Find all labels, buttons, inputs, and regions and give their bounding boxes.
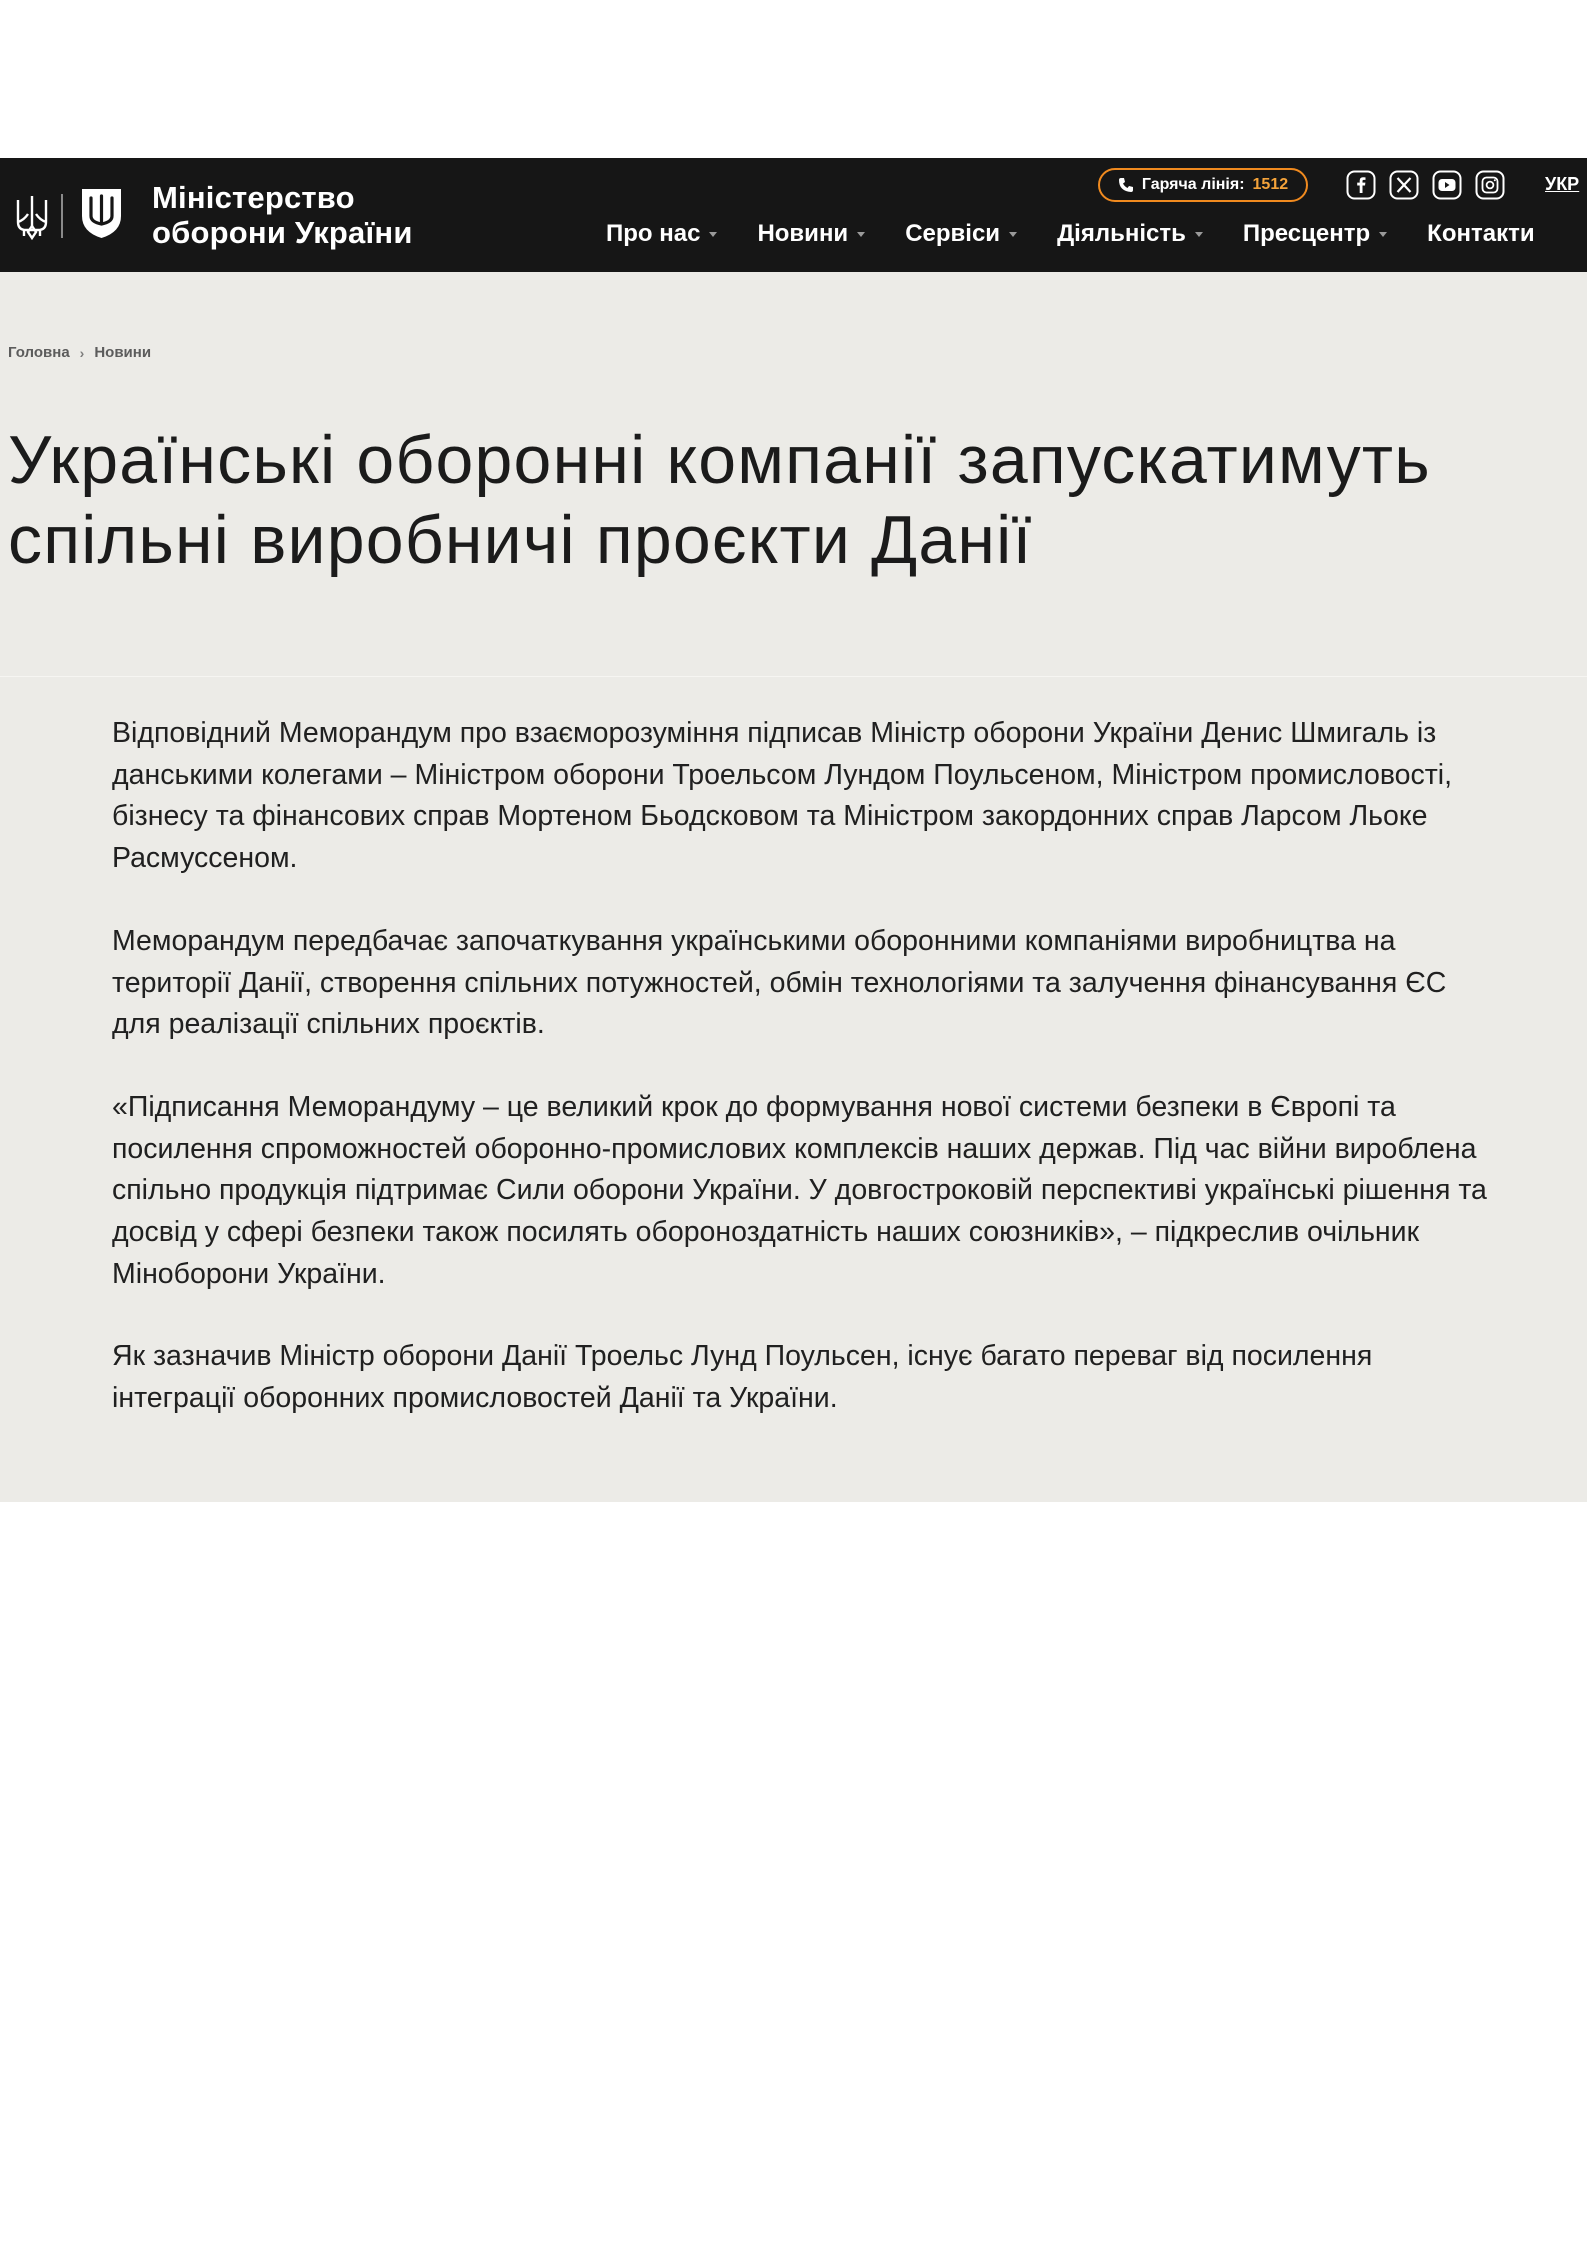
nav-label: Сервіси [905, 220, 1001, 247]
x-icon[interactable] [1389, 170, 1419, 200]
language-switcher[interactable]: УКР [1545, 174, 1580, 194]
nav-item-press-center[interactable] [1243, 220, 1387, 248]
nav-label: Про нас [606, 220, 701, 247]
facebook-icon[interactable] [1346, 170, 1376, 200]
breadcrumb-home-link[interactable]: Головна [8, 344, 70, 361]
nav-label: Новини [757, 220, 849, 247]
breadcrumb [8, 344, 151, 361]
trident-icon [14, 192, 50, 240]
youtube-icon[interactable] [1432, 170, 1462, 200]
brand-line-1: Міністерство [152, 180, 355, 215]
hotline-label: Гаряча лінія: [1141, 176, 1245, 193]
breadcrumb-news-link[interactable]: Новини [94, 344, 152, 361]
chevron-down-icon [857, 232, 865, 237]
nav-label: Діяльність [1057, 220, 1186, 247]
chevron-down-icon [1195, 232, 1203, 237]
chevron-right-icon: › [79, 344, 85, 361]
page [0, 158, 1587, 1502]
page-title: Українські оборонні компанії запускатимуть спільні виробничі проєкти Данії [8, 422, 1431, 578]
nav-label: Контакти [1427, 220, 1535, 247]
nav-item-news[interactable] [757, 220, 865, 248]
chevron-down-icon [709, 232, 717, 237]
nav-item-activity[interactable] [1057, 220, 1203, 248]
phone-icon [1118, 177, 1134, 193]
article-hero [0, 272, 1587, 677]
article-body [0, 677, 1587, 1502]
instagram-icon[interactable] [1475, 170, 1505, 200]
logo-divider [61, 194, 63, 238]
article-text [112, 713, 1492, 1461]
hotline-button[interactable] [1098, 168, 1308, 202]
nav-item-contacts[interactable] [1427, 220, 1534, 248]
main-nav [606, 220, 1575, 248]
article-paragraph: Відповідний Меморандум про взаєморозуміння підписав Міністр оборони України Денис Шмигаль із данськими колегами – Міністром оборони Троельсом Лундом Поульсеном, Міністром промисловості, бізнесу та фінансових справ Мортеном Бьодсковом та Міністром закордонних справ Ларсом Льоке Расмуссеном. [112, 717, 1453, 875]
article-paragraph: Меморандум передбачає започаткування українськими оборонними компаніями виробництва на території Данії, створення спільних потужностей, обмін технологіями та залучення фінансування ЄС для реалізації спільних проєктів. [112, 924, 1447, 1041]
nav-item-services[interactable] [905, 220, 1017, 248]
article-paragraph: «Підписання Меморандуму – це великий крок до формування нової системи безпеки в Європі та посилення спроможностей оборонно-промислових комплексів наших держав. Під час війни вироблена спільно продукція підтримає Сили оборони України. У довгостроковій перспективі українські рішення та досвід у сфері безпеки також посилять обороноздатність наших союзників», – підкреслив очільник Міноборони України. [112, 1090, 1487, 1290]
chevron-down-icon [1009, 232, 1017, 237]
site-header [0, 158, 1587, 272]
nav-label: Пресцентр [1242, 220, 1371, 247]
article-paragraph: Як зазначив Міністр оборони Данії Троельс Лунд Поульсен, існує багато переваг від посилення інтеграції оборонних промисловостей Данії та України. [112, 1340, 1373, 1415]
nav-item-about[interactable] [606, 220, 717, 248]
chevron-down-icon [1379, 232, 1387, 237]
site-brand-link[interactable] [152, 180, 413, 250]
ministry-emblem-icon[interactable] [79, 186, 124, 240]
hotline-number: 1512 [1252, 176, 1289, 193]
brand-line-2: оборони України [152, 215, 413, 250]
